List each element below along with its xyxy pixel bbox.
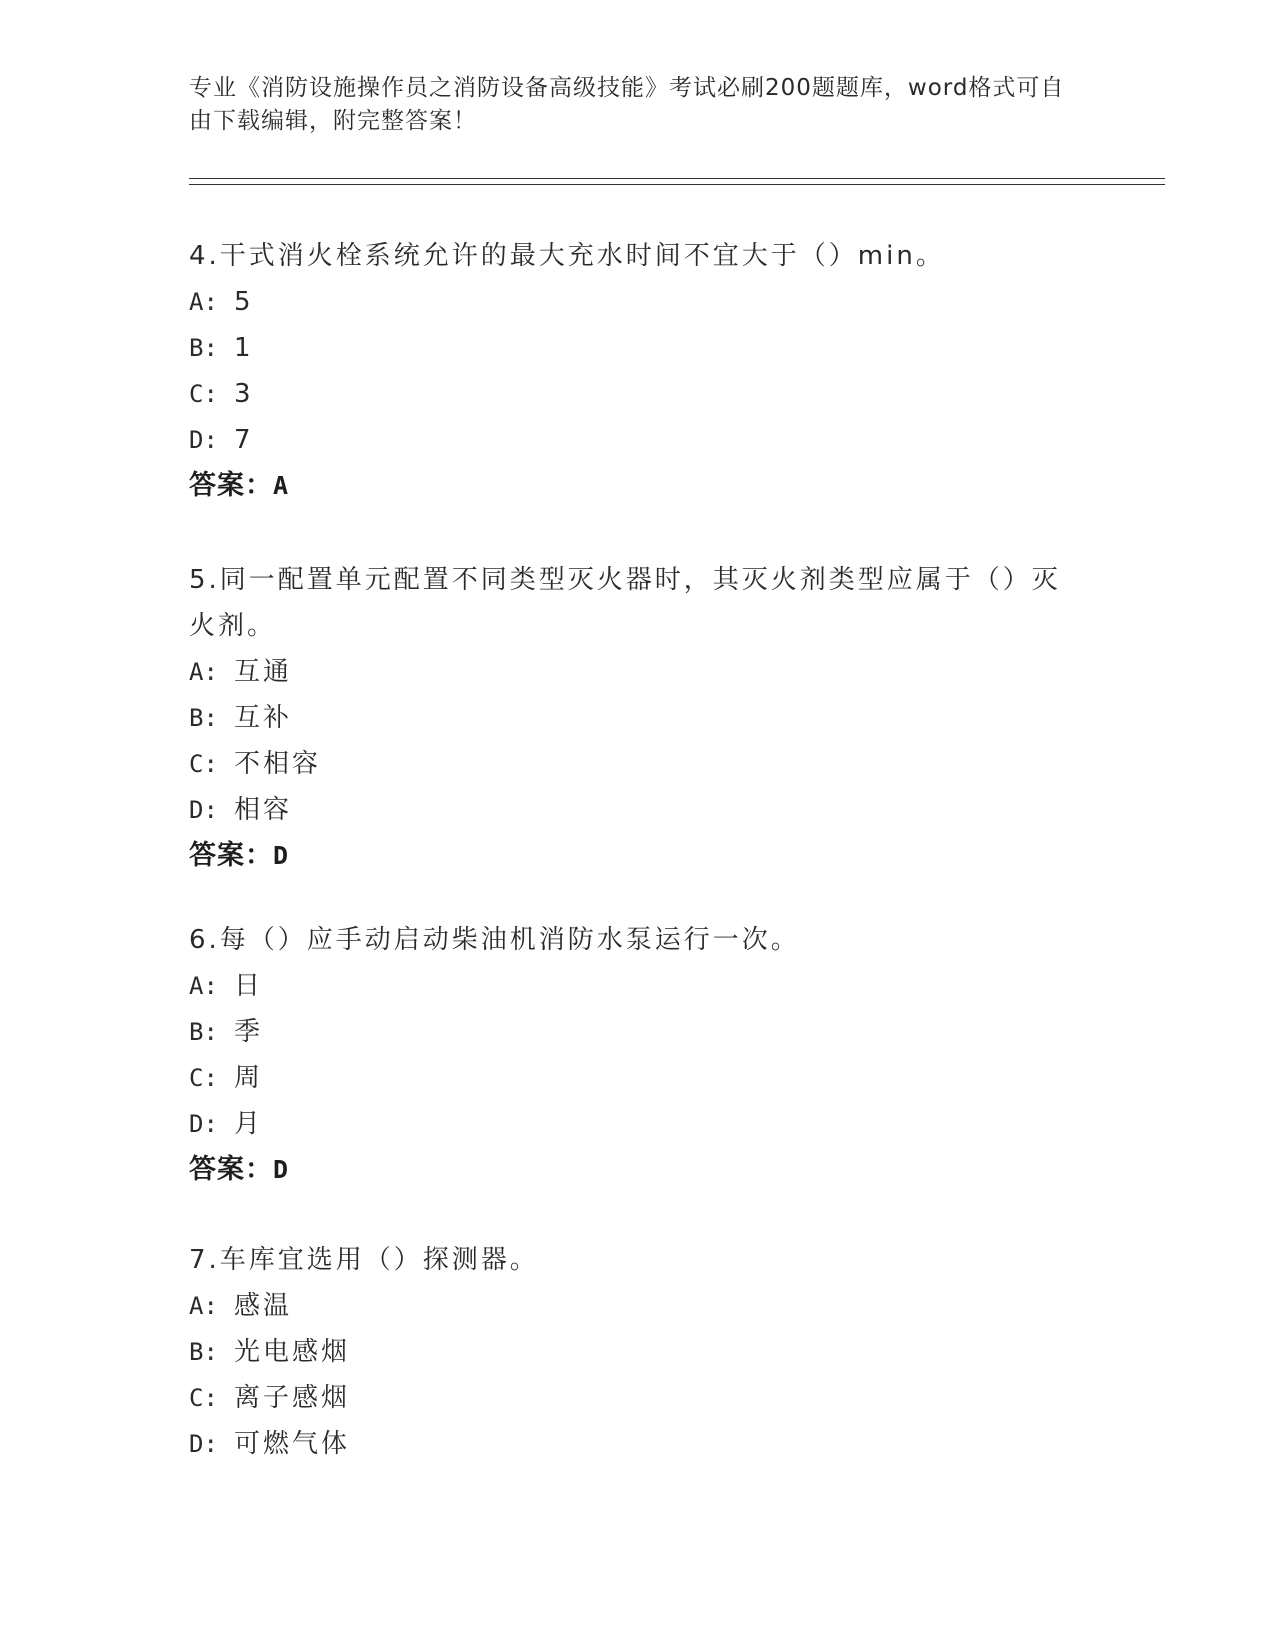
option-letter: B: bbox=[189, 1018, 218, 1046]
option-d bbox=[189, 417, 1069, 463]
answer-label: 答案： bbox=[189, 1154, 273, 1185]
option-letter: C: bbox=[189, 1064, 218, 1092]
option-text: 1 bbox=[234, 333, 254, 363]
answer-line bbox=[189, 463, 1069, 509]
option-text: 5 bbox=[234, 287, 254, 317]
answer-value: A bbox=[273, 471, 290, 500]
answer-line bbox=[189, 1147, 1069, 1193]
option-text: 不相容 bbox=[234, 749, 322, 779]
option-a bbox=[189, 963, 1069, 1009]
header-rule-bottom bbox=[189, 184, 1165, 185]
option-d bbox=[189, 1101, 1069, 1147]
option-text: 互通 bbox=[234, 657, 293, 687]
option-letter: B: bbox=[189, 1338, 218, 1366]
option-c bbox=[189, 1055, 1069, 1101]
option-b bbox=[189, 1009, 1069, 1055]
option-c bbox=[189, 741, 1069, 787]
answer-line bbox=[189, 833, 1069, 879]
option-b bbox=[189, 695, 1069, 741]
question-stem: 5.同一配置单元配置不同类型灭火器时，其灭火剂类型应属于（）灭火剂。 bbox=[189, 565, 1061, 641]
option-a bbox=[189, 279, 1069, 325]
option-text: 互补 bbox=[234, 703, 293, 733]
option-d bbox=[189, 1421, 1069, 1467]
question-4 bbox=[189, 233, 1069, 509]
option-c bbox=[189, 1375, 1069, 1421]
option-c bbox=[189, 371, 1069, 417]
option-a bbox=[189, 649, 1069, 695]
option-letter: D: bbox=[189, 426, 218, 454]
header-rule-top bbox=[189, 178, 1165, 179]
option-text: 日 bbox=[234, 971, 264, 1001]
option-letter: C: bbox=[189, 1384, 218, 1412]
option-a bbox=[189, 1283, 1069, 1329]
option-letter: D: bbox=[189, 1430, 218, 1458]
option-d bbox=[189, 787, 1069, 833]
option-b bbox=[189, 1329, 1069, 1375]
answer-label: 答案： bbox=[189, 840, 273, 871]
option-letter: D: bbox=[189, 1110, 218, 1138]
option-text: 周 bbox=[234, 1063, 264, 1093]
option-letter: A: bbox=[189, 658, 218, 686]
question-stem: 7.车库宜选用（）探测器。 bbox=[189, 1245, 539, 1275]
option-text: 相容 bbox=[234, 795, 293, 825]
question-stem: 6.每（）应手动启动柴油机消防水泵运行一次。 bbox=[189, 925, 800, 955]
option-letter: B: bbox=[189, 334, 218, 362]
option-text: 离子感烟 bbox=[234, 1383, 351, 1413]
option-text: 月 bbox=[234, 1109, 264, 1139]
option-b bbox=[189, 325, 1069, 371]
document-header: 专业《消防设施操作员之消防设备高级技能》考试必刷200题题库，word格式可自由下载编辑，附完整答案！ bbox=[189, 75, 1065, 134]
option-letter: A: bbox=[189, 972, 218, 1000]
option-text: 季 bbox=[234, 1017, 264, 1047]
option-letter: D: bbox=[189, 796, 218, 824]
option-letter: C: bbox=[189, 750, 218, 778]
option-text: 感温 bbox=[234, 1291, 293, 1321]
option-letter: A: bbox=[189, 1292, 218, 1320]
answer-label: 答案： bbox=[189, 470, 273, 501]
option-letter: A: bbox=[189, 288, 218, 316]
option-letter: B: bbox=[189, 704, 218, 732]
answer-value: D bbox=[273, 841, 290, 870]
option-text: 光电感烟 bbox=[234, 1337, 351, 1367]
question-stem: 4.干式消火栓系统允许的最大充水时间不宜大于（）min。 bbox=[189, 241, 945, 271]
option-letter: C: bbox=[189, 380, 218, 408]
option-text: 7 bbox=[234, 425, 254, 455]
question-5 bbox=[189, 557, 1069, 879]
answer-value: D bbox=[273, 1155, 290, 1184]
option-text: 3 bbox=[234, 379, 254, 409]
question-7 bbox=[189, 1237, 1069, 1467]
question-6 bbox=[189, 917, 1069, 1193]
option-text: 可燃气体 bbox=[234, 1429, 351, 1459]
